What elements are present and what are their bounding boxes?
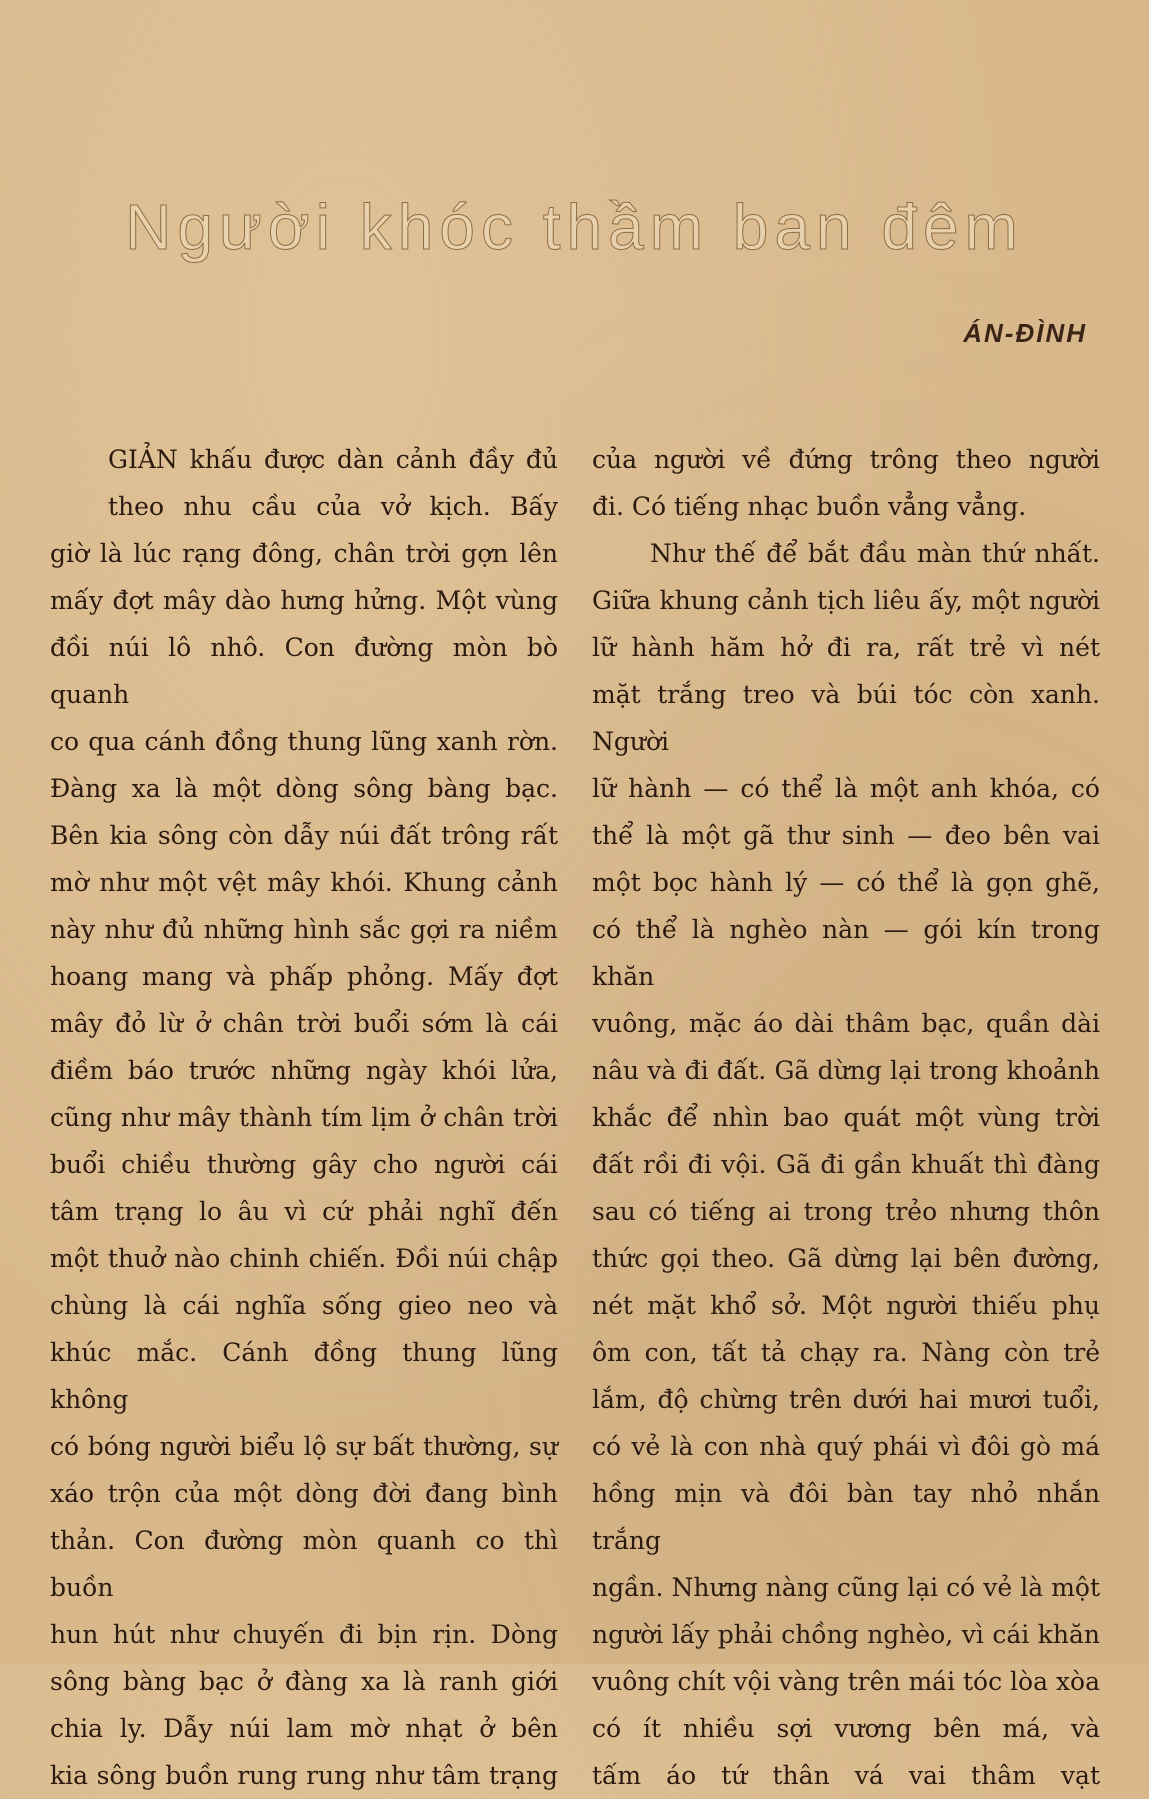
text-line: thức gọi theo. Gã dừng lại bên đường,	[592, 1244, 1100, 1273]
text-line: sau có tiếng ai trong trẻo nhưng thôn	[592, 1197, 1100, 1226]
text-line: có vẻ là con nhà quý phái vì đôi gò má	[592, 1432, 1100, 1461]
text-line: lữ hành hăm hở đi ra, rất trẻ vì nét	[592, 633, 1100, 662]
text-line: người lấy phải chồng nghèo, vì cái khăn	[592, 1620, 1100, 1649]
text-line: buổi chiều thường gây cho người cái	[50, 1150, 558, 1179]
text-line: mây đỏ lừ ở chân trời buổi sớm là cái	[50, 1009, 558, 1038]
text-line: hun hút như chuyến đi bịn rịn. Dòng	[50, 1620, 558, 1649]
text-line: Như thế để bắt đầu màn thứ nhất.	[650, 539, 1100, 568]
text-line: khúc mắc. Cánh đồng thung lũng không	[50, 1338, 558, 1414]
text-line: mấy đợt mây dào hưng hửng. Một vùng	[50, 586, 558, 615]
text-line: hồng mịn và đôi bàn tay nhỏ nhắn trắng	[592, 1479, 1100, 1555]
text-line: nét mặt khổ sở. Một người thiếu phụ	[592, 1291, 1100, 1320]
text-line: một bọc hành lý — có thể là gọn ghẽ,	[592, 868, 1100, 897]
text-line: điềm báo trước những ngày khói lửa,	[50, 1056, 558, 1085]
text-line: chùng là cái nghĩa sống gieo neo và	[50, 1291, 558, 1320]
text-line: của người về đứng trông theo người	[592, 445, 1100, 474]
article-author: ÁN-ĐÌNH	[963, 318, 1087, 348]
text-line: thể là một gã thư sinh — đeo bên vai	[592, 821, 1100, 850]
text-line: mặt trắng treo và búi tóc còn xanh. Người	[592, 680, 1100, 756]
text-line: theo nhu cầu của vở kịch. Bấy	[108, 492, 558, 521]
text-line: tấm áo tứ thân vá vai thâm vạt	[592, 1761, 1100, 1790]
article-body	[50, 436, 1100, 1799]
text-line: cũng như mây thành tím lịm ở chân trời	[50, 1103, 558, 1132]
text-line: có ít nhiều sợi vương bên má, và	[592, 1714, 1100, 1743]
text-line: khắc để nhìn bao quát một vùng trời	[592, 1103, 1100, 1132]
text-line: lắm, độ chừng trên dưới hai mươi tuổi,	[592, 1385, 1100, 1414]
text-line: lữ hành — có thể là một anh khóa, có	[592, 774, 1100, 803]
text-line: nâu và đi đất. Gã dừng lại trong khoảnh	[592, 1056, 1100, 1085]
right-column	[592, 436, 1100, 1799]
article-title: Người khóc thầm ban đêm	[125, 191, 1024, 263]
text-line: kia sông buồn rung rung như tâm trạng	[50, 1761, 558, 1790]
text-line: co qua cánh đồng thung lũng xanh rờn.	[50, 727, 558, 756]
text-line: GIẢN khấu được dàn cảnh đầy đủ	[108, 445, 558, 474]
text-line: tâm trạng lo âu vì cứ phải nghĩ đến	[50, 1197, 558, 1226]
text-line: đất rồi đi vội. Gã đi gần khuất thì đàng	[592, 1150, 1100, 1179]
text-line: chia ly. Dẫy núi lam mờ nhạt ở bên	[50, 1714, 558, 1743]
text-line: đi. Có tiếng nhạc buồn vẳng vẳng.	[592, 492, 1027, 521]
text-line: mờ như một vệt mây khói. Khung cảnh	[50, 868, 558, 897]
text-line: Giữa khung cảnh tịch liêu ấy, một người	[592, 586, 1100, 615]
left-column	[50, 436, 558, 1799]
text-line: thản. Con đường mòn quanh co thì buồn	[50, 1526, 558, 1602]
text-line: ngần. Nhưng nàng cũng lại có vẻ là một	[592, 1573, 1100, 1602]
text-line: đồi núi lô nhô. Con đường mòn bò quanh	[50, 633, 558, 709]
text-line: vuông chít vội vàng trên mái tóc lòa xòa	[592, 1667, 1101, 1696]
text-line: vuông, mặc áo dài thâm bạc, quần dài	[592, 1009, 1100, 1038]
text-line: giờ là lúc rạng đông, chân trời gợn lên	[50, 539, 558, 568]
text-line: hoang mang và phấp phỏng. Mấy đợt	[50, 962, 558, 991]
text-line: một thuở nào chinh chiến. Đồi núi chập	[50, 1244, 558, 1273]
text-line: sông bàng bạc ở đàng xa là ranh giới	[50, 1667, 558, 1696]
text-line: có thể là nghèo nàn — gói kín trong khăn	[592, 915, 1100, 991]
text-line: có bóng người biểu lộ sự bất thường, sự	[50, 1432, 558, 1461]
text-line: này như đủ những hình sắc gợi ra niềm	[50, 915, 558, 944]
text-line: Bên kia sông còn dẫy núi đất trông rất	[50, 821, 558, 850]
text-line: Đàng xa là một dòng sông bàng bạc.	[50, 774, 558, 803]
text-line: xáo trộn của một dòng đời đang bình	[50, 1479, 558, 1508]
text-line: ôm con, tất tả chạy ra. Nàng còn trẻ	[592, 1338, 1100, 1367]
